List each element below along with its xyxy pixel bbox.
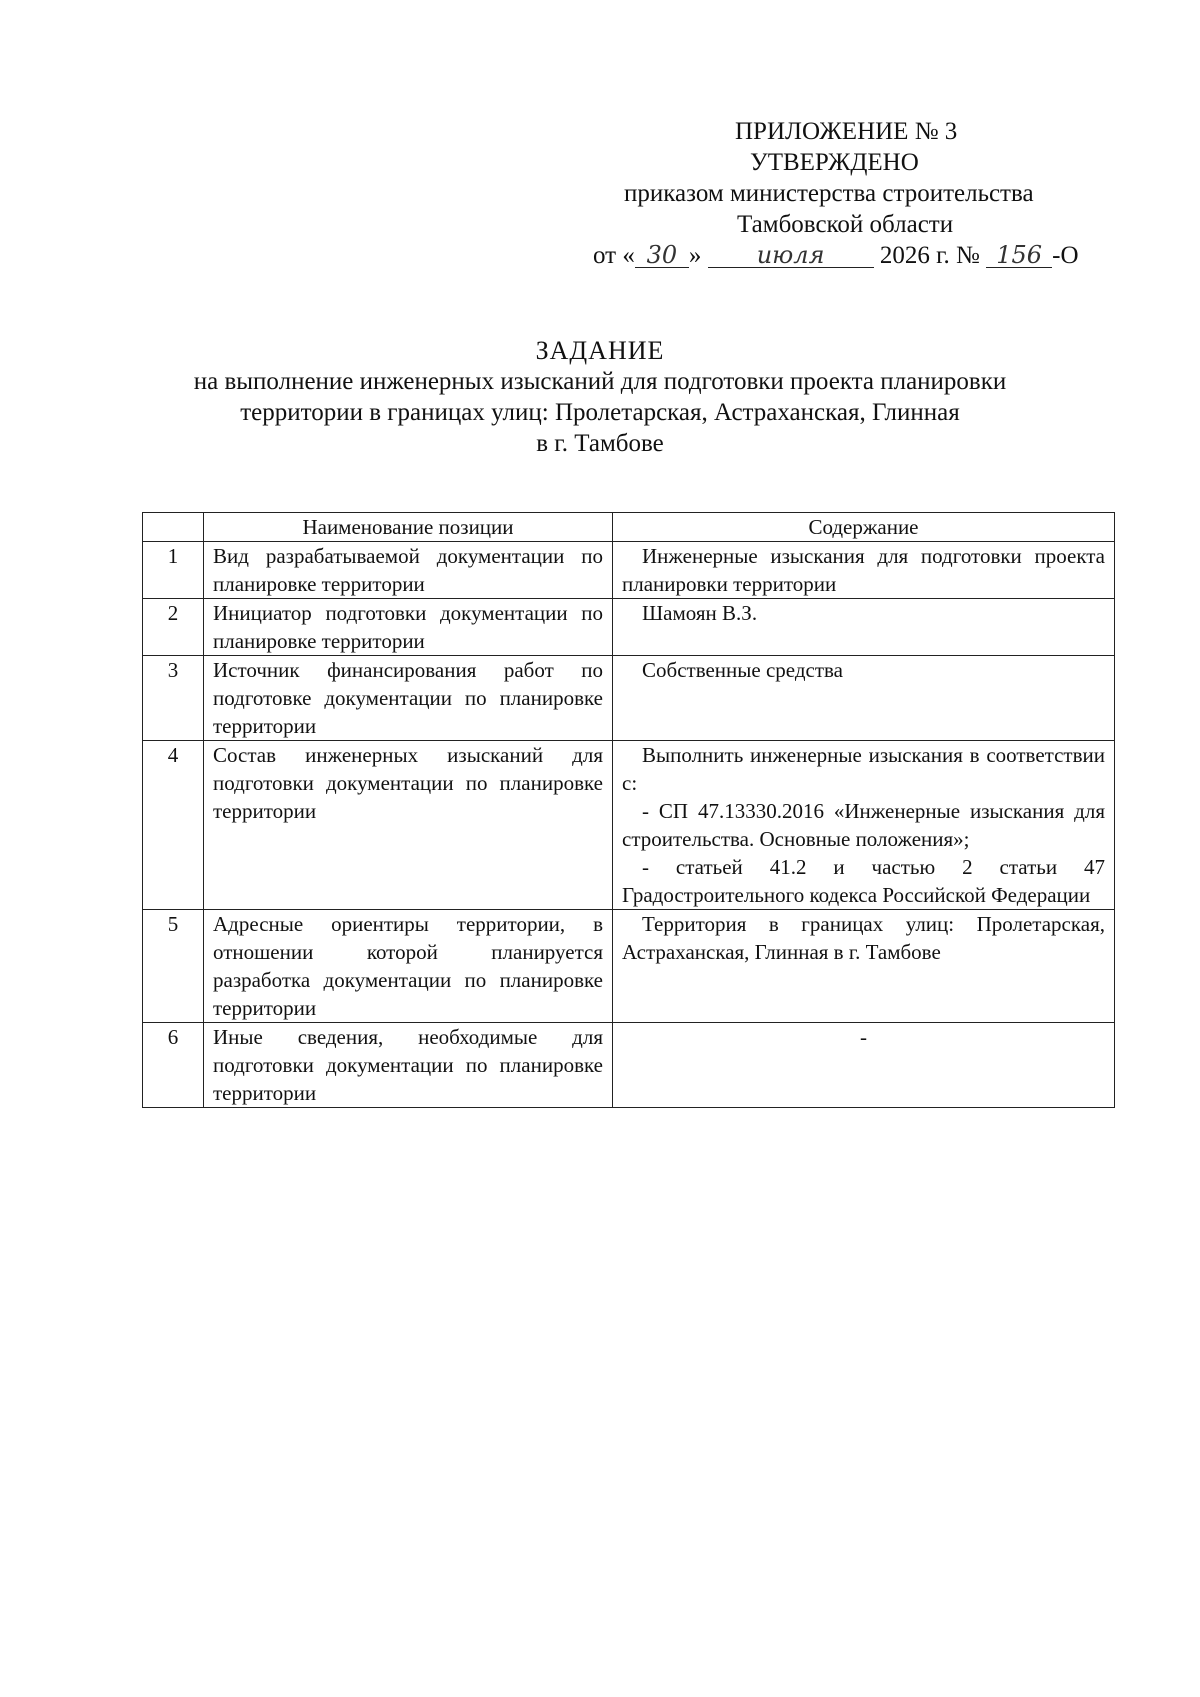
document-title [0, 335, 1200, 459]
approval-header [560, 116, 1120, 271]
row-content-item: - СП 47.13330.2016 «Инженерные изыскания для строительства. Основные положения»; [622, 799, 1105, 851]
row-name: Вид разрабатываемой документации по планировке территории [204, 542, 613, 599]
date-mid: » [688, 242, 702, 269]
row-number: 2 [143, 599, 204, 656]
region-line: Тамбовской области [737, 211, 954, 238]
row-name: Иные сведения, необходимые для подготовки документации по планировке территории [204, 1023, 613, 1108]
handwritten-day: 30 [635, 243, 689, 268]
row-name: Адресные ориентиры территории, в отношении которой планируется разработка документации по планировке территории [204, 910, 613, 1023]
row-content: - [613, 1023, 1115, 1108]
row-name: Источник финансирования работ по подготовке документации по планировке территории [204, 656, 613, 741]
appendix-label: ПРИЛОЖЕНИЕ № 3 [735, 118, 958, 145]
table-row [143, 542, 1115, 599]
title-main: ЗАДАНИЕ [535, 336, 665, 365]
year-text: 2026 г. № [879, 242, 980, 269]
row-number: 5 [143, 910, 204, 1023]
header-number [143, 513, 204, 542]
row-content [613, 741, 1115, 910]
order-line: приказом министерства строительства [624, 180, 1034, 207]
table-row [143, 1023, 1115, 1108]
table-header-row [143, 513, 1115, 542]
approved-label: УТВЕРЖДЕНО [750, 149, 919, 176]
handwritten-order-number: 156 [986, 243, 1052, 268]
title-line-1: на выполнение инженерных изысканий для подготовки проекта планировки [193, 368, 1007, 395]
header-name: Наименование позиции [204, 513, 613, 542]
table-row [143, 599, 1115, 656]
number-suffix: -О [1052, 242, 1079, 269]
title-line-3: в г. Тамбове [536, 430, 664, 457]
row-content: Инженерные изыскания для подготовки проекта планировки территории [613, 542, 1115, 599]
table-row [143, 656, 1115, 741]
table-row [143, 910, 1115, 1023]
row-number: 3 [143, 656, 204, 741]
date-prefix: от « [593, 242, 635, 269]
order-date-line [593, 240, 1120, 271]
row-number: 1 [143, 542, 204, 599]
title-line-2: территории в границах улиц: Пролетарская, Астраханская, Глинная [240, 399, 960, 426]
row-name: Состав инженерных изысканий для подготовки документации по планировке территории [204, 741, 613, 910]
header-content: Содержание [613, 513, 1115, 542]
row-name: Инициатор подготовки документации по планировке территории [204, 599, 613, 656]
handwritten-month: июля [708, 243, 874, 268]
row-content: Собственные средства [613, 656, 1115, 741]
row-content-intro: Выполнить инженерные изыскания в соответствии с: [622, 743, 1105, 795]
row-content: Территория в границах улиц: Пролетарская, Астраханская, Глинная в г. Тамбове [613, 910, 1115, 1023]
row-content-item: - статьей 41.2 и частью 2 статьи 47 Градостроительного кодекса Российской Федерации [622, 855, 1105, 907]
row-number: 6 [143, 1023, 204, 1108]
row-number: 4 [143, 741, 204, 910]
task-table [142, 512, 1115, 1108]
row-content: Шамоян В.З. [613, 599, 1115, 656]
table-row [143, 741, 1115, 910]
